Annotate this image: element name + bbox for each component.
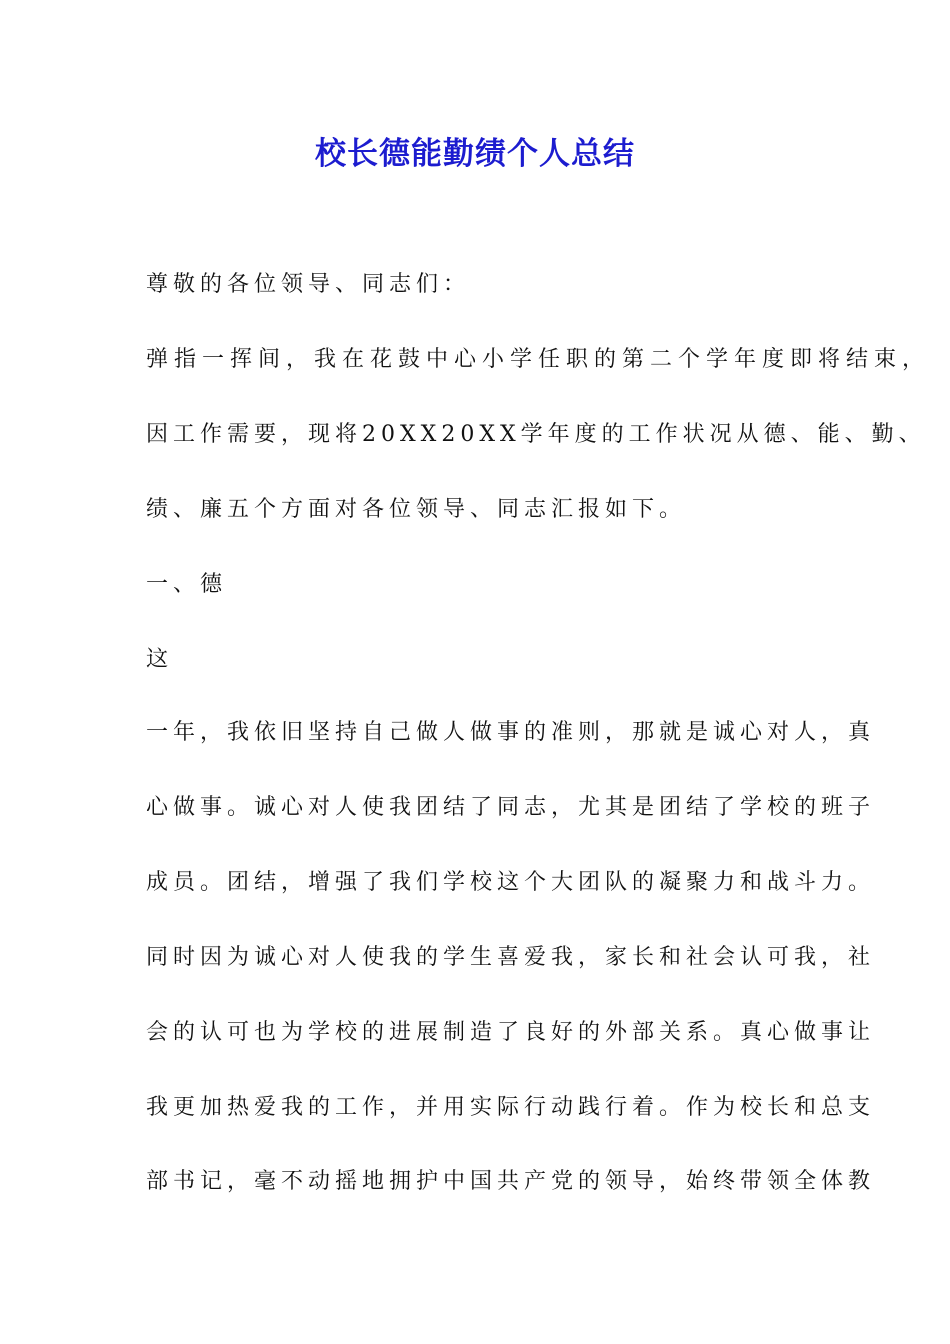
- body-line: 成员。团结，增强了我们学校这个大团队的凝聚力和战斗力。: [146, 870, 876, 895]
- body-line: 这: [146, 647, 174, 672]
- body-line: 绩、廉五个方面对各位领导、同志汇报如下。: [146, 497, 687, 522]
- body-line: 心做事。诚心对人使我团结了同志，尤其是团结了学校的班子: [146, 795, 876, 820]
- body-line: 会的认可也为学校的进展制造了良好的外部关系。真心做事让: [146, 1020, 876, 1045]
- body-line: 我更加热爱我的工作，并用实际行动践行着。作为校长和总支: [146, 1095, 876, 1120]
- body-line: 同时因为诚心对人使我的学生喜爱我，家长和社会认可我，社: [146, 945, 876, 970]
- section-heading: 一、德: [146, 572, 228, 597]
- body-line: 弹指一挥间，我在花鼓中心小学任职的第二个学年度即将结束，: [146, 347, 931, 372]
- body-line: 一年，我依旧坚持自己做人做事的准则，那就是诚心对人，真: [146, 720, 876, 745]
- body-line: 因工作需要，现将20XX20XX学年度的工作状况从德、能、勤、: [146, 422, 926, 447]
- greeting-line: 尊敬的各位领导、同志们：: [146, 272, 471, 297]
- body-line: 部书记，毫不动摇地拥护中国共产党的领导，始终带领全体教: [146, 1169, 876, 1194]
- document-title: 校长德能勤绩个人总结: [315, 136, 635, 172]
